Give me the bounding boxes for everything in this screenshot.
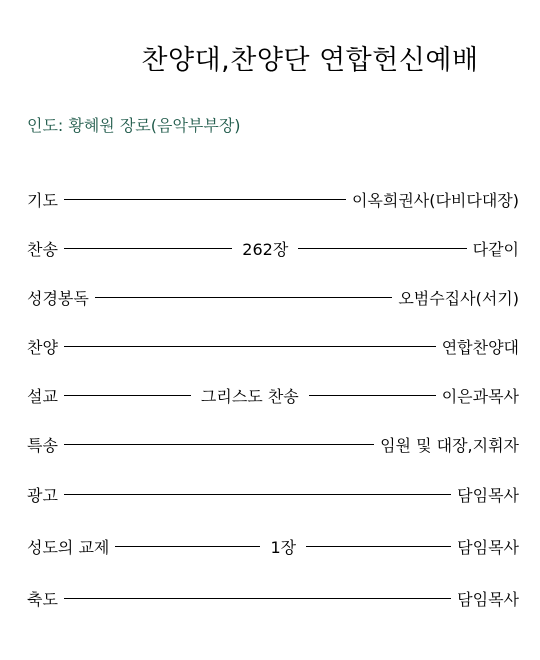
order-person: 연합찬양대 bbox=[441, 337, 519, 357]
order-row-benediction bbox=[27, 586, 519, 610]
order-detail: 262장 bbox=[242, 239, 289, 259]
order-label: 성도의 교제 bbox=[27, 537, 110, 557]
leader-line bbox=[64, 346, 436, 347]
order-person: 임원 및 대장,지휘자 bbox=[380, 435, 519, 455]
leader-line bbox=[64, 494, 451, 495]
order-label: 찬양 bbox=[27, 337, 58, 357]
order-person: 이은과목사 bbox=[441, 386, 519, 406]
service-leader: 인도: 황혜원 장로(음악부부장) bbox=[27, 116, 241, 135]
order-label: 기도 bbox=[27, 190, 58, 210]
leader-line bbox=[95, 297, 392, 298]
leader-line bbox=[309, 395, 436, 396]
page-title: 찬양대,찬양단 연합헌신예배 bbox=[141, 45, 479, 76]
order-person: 오범수집사(서기) bbox=[398, 288, 519, 308]
leader-line bbox=[298, 248, 466, 249]
order-label: 광고 bbox=[27, 485, 58, 505]
order-row-fellowship bbox=[27, 534, 519, 558]
order-person: 담임목사 bbox=[457, 485, 519, 505]
order-detail: 1장 bbox=[270, 537, 297, 557]
order-row-prayer bbox=[27, 187, 519, 211]
leader-line bbox=[115, 546, 260, 547]
order-detail: 그리스도 찬송 bbox=[200, 386, 299, 406]
order-row-announcements bbox=[27, 482, 519, 506]
order-person: 이옥희권사(다비다대장) bbox=[351, 190, 519, 210]
order-row-hymn bbox=[27, 236, 519, 260]
order-person: 담임목사 bbox=[457, 589, 519, 609]
leader-line bbox=[64, 598, 451, 599]
order-person: 담임목사 bbox=[457, 537, 519, 557]
leader-line bbox=[306, 546, 451, 547]
order-row-special-song bbox=[27, 432, 519, 456]
order-person: 다같이 bbox=[472, 239, 520, 259]
order-label: 특송 bbox=[27, 435, 58, 455]
order-label: 찬송 bbox=[27, 239, 58, 259]
leader-line bbox=[64, 444, 374, 445]
order-label: 성경봉독 bbox=[27, 288, 89, 308]
leader-line bbox=[64, 199, 346, 200]
order-row-scripture bbox=[27, 285, 519, 309]
order-row-praise bbox=[27, 334, 519, 358]
leader-line bbox=[64, 248, 232, 249]
order-label: 축도 bbox=[27, 589, 58, 609]
order-row-sermon bbox=[27, 383, 519, 407]
leader-line bbox=[64, 395, 191, 396]
order-label: 설교 bbox=[27, 386, 58, 406]
